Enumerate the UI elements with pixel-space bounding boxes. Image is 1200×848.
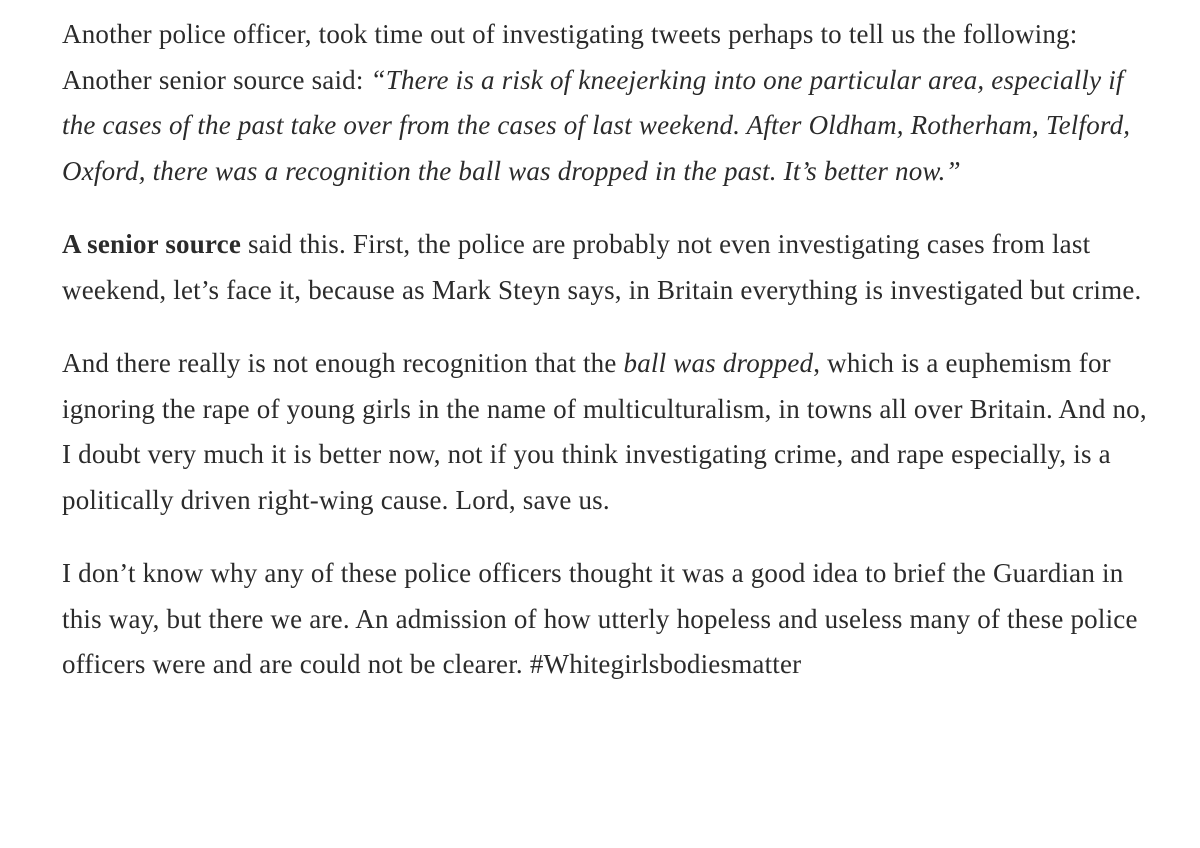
paragraph-2 — [62, 222, 1160, 313]
ball-dropped-italic: ball was dropped — [623, 348, 814, 378]
paragraph-1-intro: Another police officer, took time out of investigating tweets perhaps to tell us the following: Another senior source said: — [62, 19, 1078, 95]
hashtag-link[interactable]: #Whitegirlsbodiesmatter — [529, 649, 802, 679]
paragraph-4 — [62, 551, 1160, 688]
senior-source-quote: “There is a risk of kneejerking into one particular area, especially if the cases of the past take over from the cases of last weekend. After Oldham, Rotherham, Telford, Oxford, there was a recognition the ball was dropped in the past. It’s better now.” — [62, 64, 1131, 186]
paragraph-3-before: And there really is not enough recognition that the — [62, 348, 624, 378]
paragraph-2-text: said this. First, the police are probably not even investigating cases from last weekend, let’s face it, because as Mark Steyn says, in Britain everything is investigated but crime. — [62, 229, 1142, 305]
paragraph-4-text: I don’t know why any of these police officers thought it was a good idea to brief the Guardian in this way, but there we are. An admission of how utterly hopeless and useless many of these police officers were and are could not be clearer. — [62, 558, 1138, 679]
senior-source-bold: A senior source — [62, 229, 242, 259]
paragraph-1 — [62, 12, 1160, 194]
paragraph-3-after: , which is a euphemism for ignoring the rape of young girls in the name of multiculturalism, in towns all over Britain. And no, I doubt very much it is better now, not if you think investigating crime, and rape especially, is a politically driven right-wing cause. Lord, save us. — [62, 348, 1147, 515]
paragraph-3 — [62, 341, 1160, 523]
